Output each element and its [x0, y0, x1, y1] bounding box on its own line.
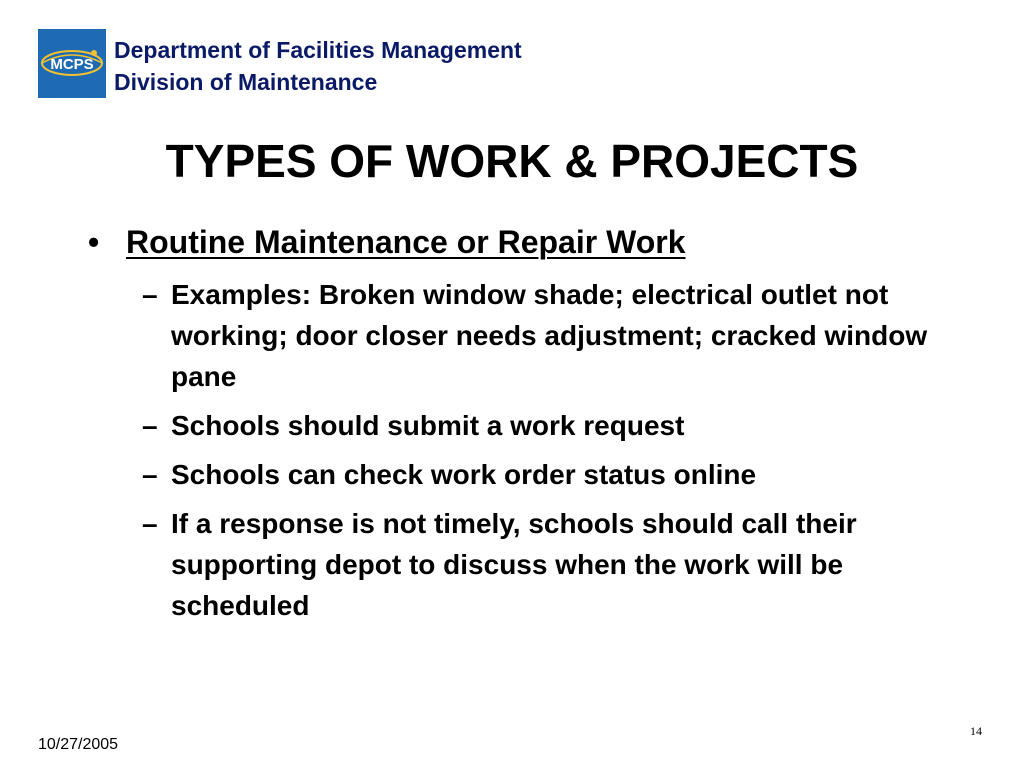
list-item — [78, 405, 958, 446]
page-number: 14 — [970, 724, 982, 738]
dash-icon: – — [142, 410, 158, 441]
list-item — [78, 503, 958, 626]
sub-bullet-list — [78, 274, 958, 626]
slide-content — [78, 220, 958, 634]
mcps-logo — [38, 29, 106, 98]
dash-icon: – — [142, 459, 158, 490]
list-item — [78, 454, 958, 495]
dash-icon: – — [142, 279, 158, 310]
list-item-text: Examples: Broken window shade; electrical outlet not working; door closer needs adjustment; cracked window pane — [171, 279, 928, 392]
heading-text: Routine Maintenance or Repair Work — [126, 224, 686, 260]
organization-header — [114, 34, 522, 98]
logo-text: MCPS — [50, 56, 94, 73]
org-division: Division of Maintenance — [114, 69, 378, 95]
list-item-text: Schools can check work order status online — [171, 459, 757, 490]
list-item-text: Schools should submit a work request — [171, 410, 685, 441]
dash-icon: – — [142, 508, 158, 539]
footer-date: 10/27/2005 — [38, 736, 119, 753]
list-item-text: If a response is not timely, schools should call their supporting depot to discuss when the work will be scheduled — [171, 508, 857, 621]
org-department: Department of Facilities Management — [114, 37, 522, 63]
bullet-heading — [78, 220, 958, 264]
slide-title: TYPES OF WORK & PROJECTS — [165, 135, 859, 187]
bullet-icon: • — [88, 224, 100, 260]
list-item — [78, 274, 958, 397]
